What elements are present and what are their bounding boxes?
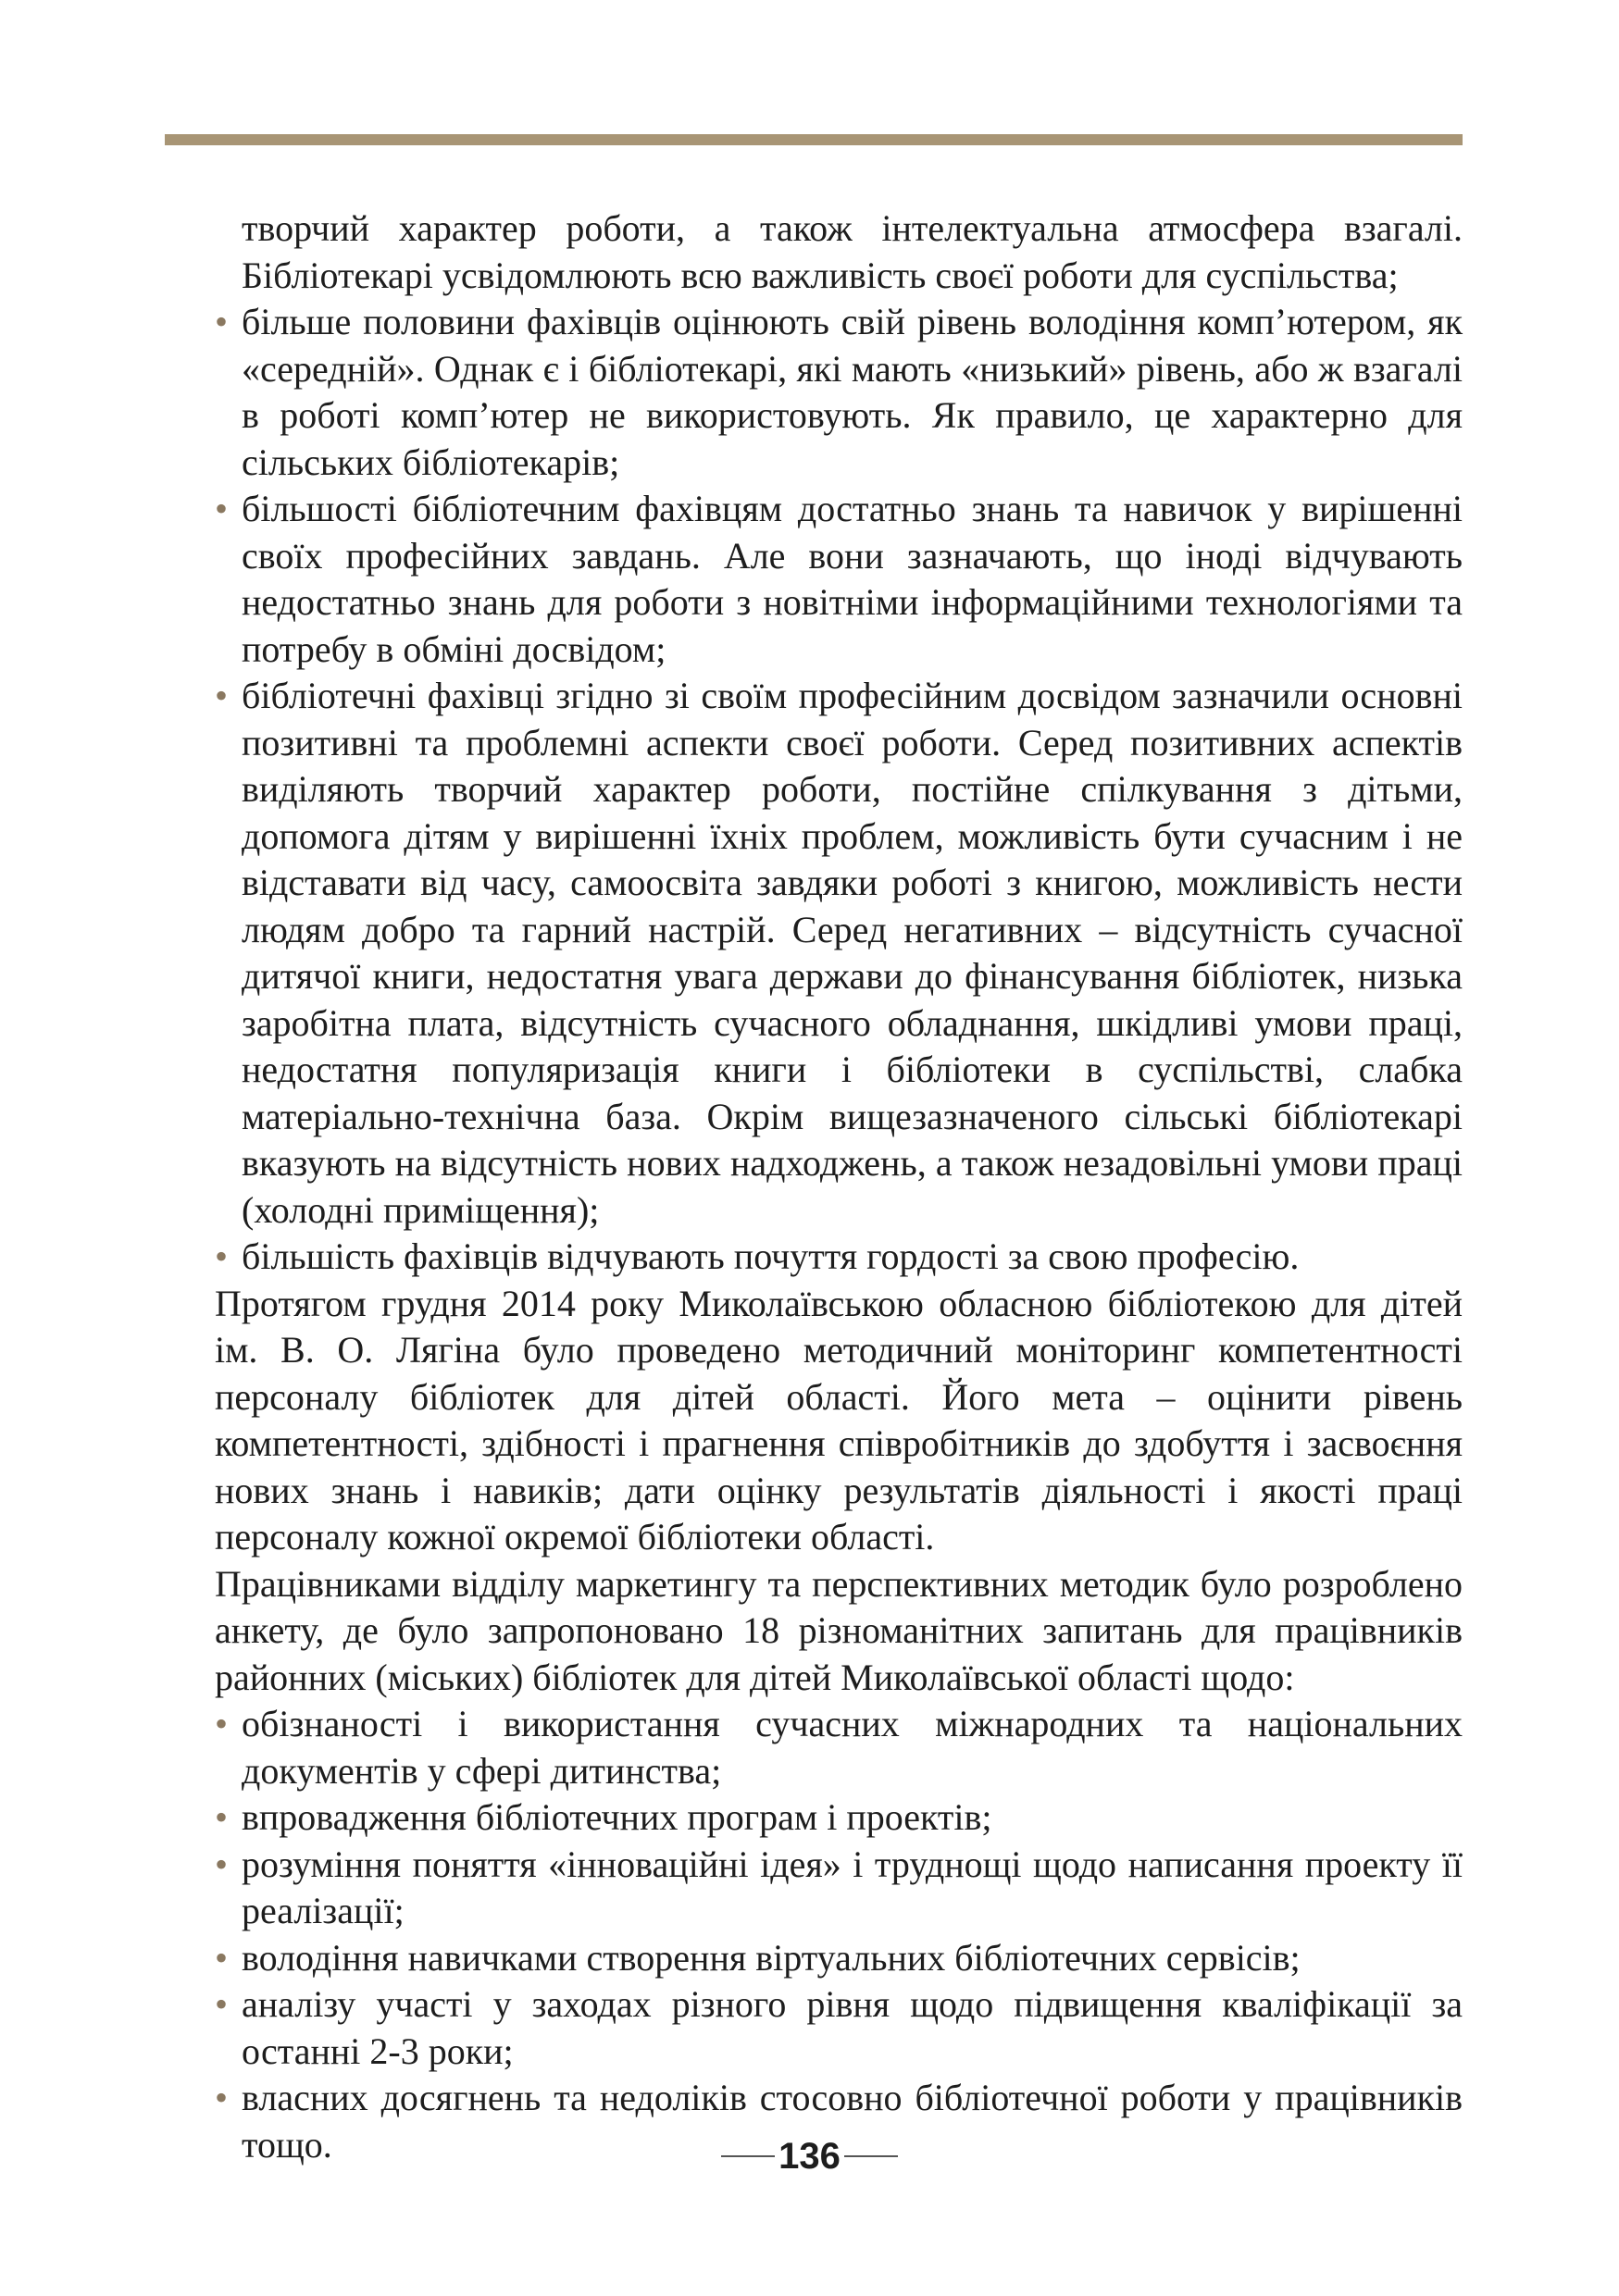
- bullet-icon: •: [215, 301, 229, 342]
- list-item: [215, 1935, 1463, 1982]
- list-item: [215, 1981, 1463, 2075]
- list-item-text: розуміння поняття «інноваційні ідея» і труднощі щодо написання проекту її реалізації;: [242, 1843, 1463, 1931]
- list-item: [215, 1842, 1463, 1935]
- list-item-text: впровадження бібліотечних програм і проектів;: [242, 1796, 992, 1838]
- survey-topics-list: [215, 1701, 1463, 2168]
- list-item-text: аналізу участі у заходах різного рівня щодо підвищення кваліфікації за останні 2-3 роки;: [242, 1983, 1463, 2072]
- list-item-text: більшості бібліотечним фахівцям достатньо знань та навичок у вирішенні своїх професійних завдань. Але вони зазначають, що іноді відчувають недостатньо знань для роботи з новітніми інформаційними технологіями та потребу в обміні досвідом;: [242, 488, 1463, 670]
- list-item: [215, 1234, 1463, 1281]
- page-body: [215, 205, 1463, 2168]
- bullet-icon: •: [215, 2077, 229, 2118]
- list-item-text: більшість фахівців відчувають почуття гордості за свою професію.: [242, 1235, 1300, 1277]
- page-number: 136: [778, 2135, 841, 2177]
- bullet-icon: •: [215, 1235, 229, 1277]
- header-rule: [165, 134, 1463, 145]
- body-paragraph: Протягом грудня 2014 року Миколаївською обласною бібліотекою для дітей ім. В. О. Лягіна було проведено методичний моніторинг компетентності персоналу бібліотек для дітей області. Його мета – оцінити рівень компетентності, здібності і прагнення співробітників до здобуття і засвоєння нових знань і навиків; дати оцінку результатів діяльності і якості праці персоналу кожної окремої бібліотеки області.: [215, 1282, 1463, 1558]
- footer-rule-left: [721, 2155, 775, 2157]
- footer-rule-right: [844, 2155, 898, 2157]
- list-item: [215, 673, 1463, 1234]
- bullet-icon: •: [215, 1936, 229, 1979]
- list-item-text: обізнаності і використання сучасних міжнародних та національних документів у сфері дитинства;: [242, 1703, 1463, 1792]
- bullet-icon: •: [215, 1703, 229, 1744]
- page-footer: [0, 2133, 1619, 2179]
- bullet-icon: •: [215, 1843, 229, 1885]
- list-item: [215, 299, 1463, 486]
- continued-paragraph: творчий характер роботи, а також інтелектуальна атмосфера взагалі. Бібліотекарі усвідомлюють всю важливість своєї роботи для суспільства;: [242, 207, 1463, 296]
- list-item-text: бібліотечні фахівці згідно зі своїм професійним досвідом зазначили основні позитивні та проблемні аспекти своєї роботи. Серед позитивних аспектів виділяють творчий характер роботи, постійне спілкування з дітьми, допомога дітям у вирішенні їхніх проблем, можливість бути сучасним і не відставати від часу, самоосвіта завдяки роботі з книгою, можливість нести людям добро та гарний настрій. Серед негативних – відсутність сучасної дитячої книги, недостатня увага держави до фінансування бібліотек, низька заробітна плата, відсутність сучасного обладнання, шкідливі умови праці, недостатня популяризація книги і бібліотеки в суспільстві, слабка матеріально-технічна база. Окрім вищезазначеного сільські бібліотекарі вказують на відсутність нових надходжень, а також незадовільні умови праці (холодні приміщення);: [242, 675, 1463, 1231]
- list-item: [215, 1701, 1463, 1794]
- list-item-text: володіння навичками створення віртуальних бібліотечних сервісів;: [242, 1936, 1301, 1979]
- bullet-icon: •: [215, 1796, 229, 1838]
- list-item: [215, 1794, 1463, 1842]
- list-item-text: більше половини фахівців оцінюють свій рівень володіння комп’ютером, як «середній». Однак є і бібліотекарі, які мають «низький» рівень, або ж взагалі в роботі комп’ютер не використовують. Як правило, це характерно для сільських бібліотекарів;: [242, 301, 1463, 483]
- list-item-text: власних досягнень та недоліків стосовно бібліотечної роботи у працівників тощо.: [242, 2077, 1463, 2166]
- bullet-icon: •: [215, 488, 229, 529]
- list-item: [215, 486, 1463, 673]
- bullet-icon: •: [215, 675, 229, 716]
- body-paragraph: Працівниками відділу маркетингу та перспективних методик було розроблено анкету, де було запропоновано 18 різноманітних запитань для працівників районних (міських) бібліотек для дітей Миколаївської області щодо:: [215, 1562, 1463, 1698]
- bullet-icon: •: [215, 1983, 229, 2025]
- findings-list: [215, 299, 1463, 1281]
